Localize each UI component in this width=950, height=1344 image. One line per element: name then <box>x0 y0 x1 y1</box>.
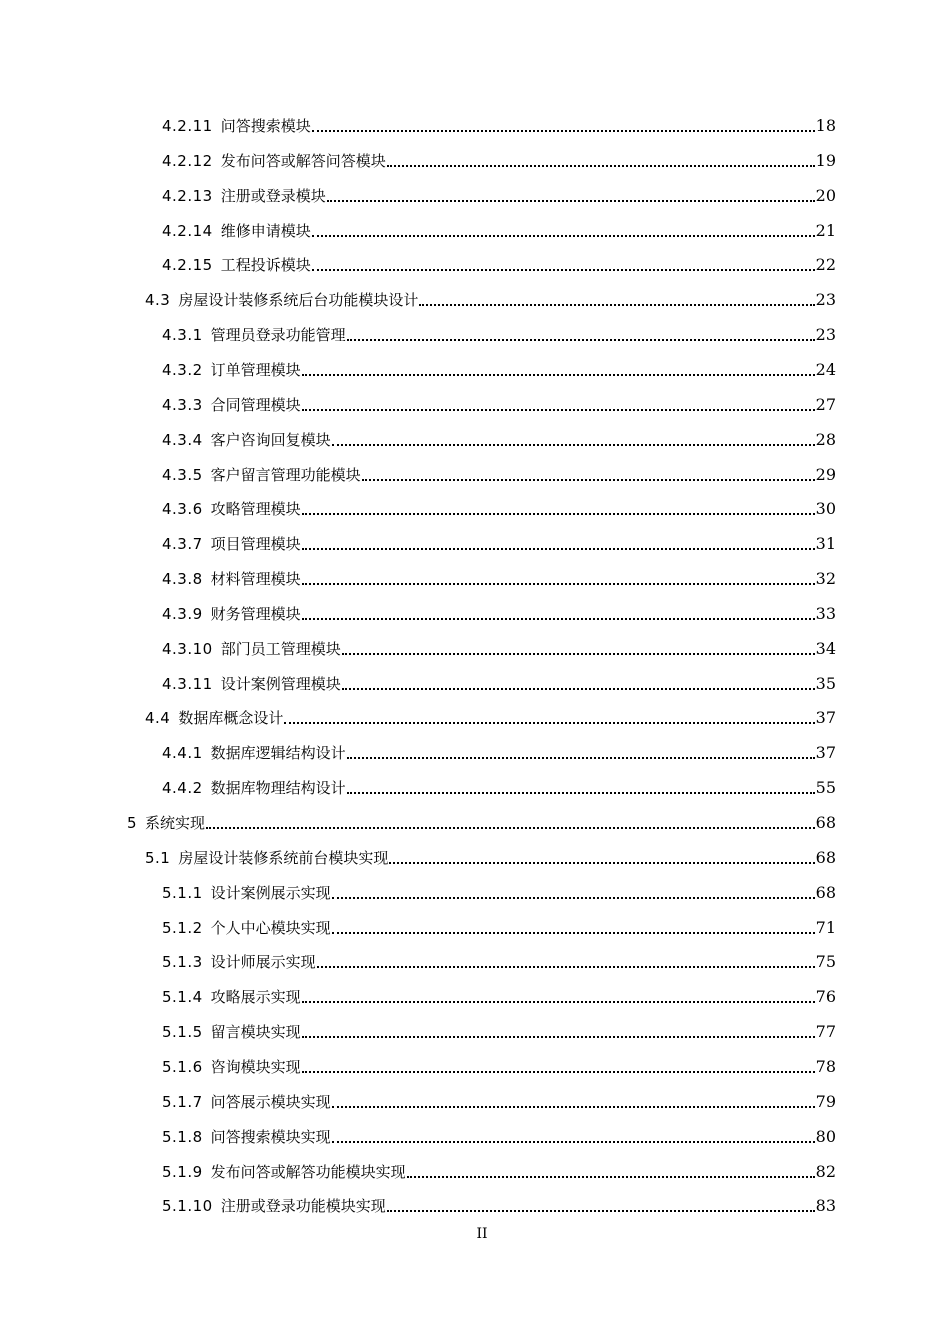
toc-entry[interactable] <box>162 115 836 137</box>
dot-leader <box>302 498 815 520</box>
toc-entry-page: 79 <box>815 1092 836 1111</box>
toc-entry[interactable] <box>162 986 836 1008</box>
toc-entry-page: 27 <box>815 395 836 414</box>
dot-leader <box>312 115 815 137</box>
dot-leader <box>302 1021 815 1043</box>
dot-leader <box>302 359 815 381</box>
toc-entry-page: 77 <box>815 1022 836 1041</box>
toc-entry-number: 4.2.15 <box>162 256 213 274</box>
page-number-footer: II <box>476 1226 488 1242</box>
toc-entry-title: 留言模块实现 <box>210 1023 301 1041</box>
toc-entry-title: 攻略管理模块 <box>210 500 301 518</box>
toc-entry[interactable] <box>162 498 836 520</box>
toc-entry-page: 23 <box>815 325 836 344</box>
toc-entry-number: 5.1.10 <box>162 1197 213 1215</box>
dot-leader <box>347 742 815 764</box>
toc-entry-number: 4.3.3 <box>162 396 203 414</box>
toc-entry-page: 24 <box>815 360 836 379</box>
toc-entry-title: 数据库概念设计 <box>178 709 284 727</box>
dot-leader <box>347 777 815 799</box>
toc-entry[interactable] <box>162 394 836 416</box>
toc-entry-page: 23 <box>815 290 836 309</box>
toc-entry-title: 设计案例管理模块 <box>220 675 341 693</box>
toc-entry[interactable] <box>145 707 836 729</box>
toc-entry[interactable] <box>127 812 836 834</box>
dot-leader <box>302 568 815 590</box>
toc-entry-number: 5.1.9 <box>162 1163 203 1181</box>
toc-entry-number: 5.1.2 <box>162 919 203 937</box>
toc-entry-title: 设计师展示实现 <box>210 953 316 971</box>
toc-entry-title: 客户留言管理功能模块 <box>210 466 361 484</box>
toc-entry-number: 4.4.2 <box>162 779 203 797</box>
toc-entry-number: 4.2.11 <box>162 117 213 135</box>
toc-entry-number: 4.3.2 <box>162 361 203 379</box>
toc-entry-page: 78 <box>815 1057 836 1076</box>
dot-leader <box>332 1091 815 1113</box>
toc-entry-page: 33 <box>815 604 836 623</box>
toc-entry-number: 5.1.6 <box>162 1058 203 1076</box>
toc-entry-title: 注册或登录模块 <box>220 187 326 205</box>
dot-leader <box>332 429 815 451</box>
toc-entry[interactable] <box>162 150 836 172</box>
dot-leader <box>317 951 815 973</box>
toc-entry[interactable] <box>162 533 836 555</box>
toc-entry-title: 问答展示模块实现 <box>210 1093 331 1111</box>
toc-entry[interactable] <box>162 1021 836 1043</box>
toc-entry-page: 34 <box>815 639 836 658</box>
toc-entry-number: 5.1 <box>145 849 171 867</box>
toc-entry-page: 82 <box>815 1162 836 1181</box>
dot-leader <box>362 464 815 486</box>
toc-entry-number: 5.1.4 <box>162 988 203 1006</box>
toc-entry-number: 4.4.1 <box>162 744 203 762</box>
toc-entry-number: 4.3.11 <box>162 675 213 693</box>
toc-entry[interactable] <box>162 603 836 625</box>
toc-entry[interactable] <box>162 324 836 346</box>
dot-leader <box>312 220 815 242</box>
toc-entry-title: 房屋设计装修系统前台模块实现 <box>178 849 389 867</box>
toc-entry-title: 工程投诉模块 <box>220 256 311 274</box>
toc-entry-number: 4.3.7 <box>162 535 203 553</box>
toc-entry-title: 合同管理模块 <box>210 396 301 414</box>
toc-entry-page: 83 <box>815 1196 836 1215</box>
dot-leader <box>332 917 815 939</box>
toc-entry[interactable] <box>162 464 836 486</box>
toc-entry[interactable] <box>162 568 836 590</box>
dot-leader <box>332 882 815 904</box>
toc-entry[interactable] <box>162 1091 836 1113</box>
toc-entry-page: 30 <box>815 499 836 518</box>
toc-entry-title: 项目管理模块 <box>210 535 301 553</box>
toc-entry-page: 18 <box>815 116 836 135</box>
toc-entry-title: 攻略展示实现 <box>210 988 301 1006</box>
toc-entry-number: 5.1.5 <box>162 1023 203 1041</box>
toc-entry[interactable] <box>162 1056 836 1078</box>
toc-entry[interactable] <box>162 254 836 276</box>
toc-entry-page: 55 <box>815 778 836 797</box>
toc-entry-title: 发布问答或解答问答模块 <box>220 152 386 170</box>
toc-entry-number: 4.3.9 <box>162 605 203 623</box>
toc-entry-number: 4.3.10 <box>162 640 213 658</box>
toc-entry-page: 68 <box>815 848 836 867</box>
toc-entry-title: 财务管理模块 <box>210 605 301 623</box>
toc-entry-page: 71 <box>815 918 836 937</box>
toc-entry-title: 个人中心模块实现 <box>210 919 331 937</box>
toc-entry-page: 37 <box>815 708 836 727</box>
dot-leader <box>327 185 815 207</box>
toc-entry-page: 21 <box>815 221 836 240</box>
toc-entry[interactable] <box>162 777 836 799</box>
toc-entry-page: 37 <box>815 743 836 762</box>
toc-entry[interactable] <box>162 742 836 764</box>
toc-entry-number: 5.1.8 <box>162 1128 203 1146</box>
toc-entry-title: 数据库物理结构设计 <box>210 779 346 797</box>
toc-entry-title: 客户咨询回复模块 <box>210 431 331 449</box>
toc-entry[interactable] <box>162 220 836 242</box>
toc-entry-title: 数据库逻辑结构设计 <box>210 744 346 762</box>
toc-entry-number: 4.3 <box>145 291 171 309</box>
dot-leader <box>389 847 814 869</box>
toc-entry-number: 4.2.12 <box>162 152 213 170</box>
toc-entry-title: 材料管理模块 <box>210 570 301 588</box>
toc-entry-number: 5.1.3 <box>162 953 203 971</box>
toc-entry-title: 房屋设计装修系统后台功能模块设计 <box>178 291 419 309</box>
toc-entry[interactable] <box>162 917 836 939</box>
dot-leader <box>302 603 815 625</box>
toc-entry-number: 4.2.13 <box>162 187 213 205</box>
toc-entry-page: 68 <box>815 813 836 832</box>
dot-leader <box>312 254 815 276</box>
toc-entry-title: 咨询模块实现 <box>210 1058 301 1076</box>
toc-entry-title: 部门员工管理模块 <box>220 640 341 658</box>
dot-leader <box>419 289 814 311</box>
toc-entry-title: 问答搜索模块 <box>220 117 311 135</box>
dot-leader <box>302 394 815 416</box>
toc-entry[interactable] <box>162 1126 836 1148</box>
toc-entry[interactable] <box>162 638 836 660</box>
dot-leader <box>332 1126 815 1148</box>
toc-entry-page: 20 <box>815 186 836 205</box>
toc-entry-page: 29 <box>815 465 836 484</box>
dot-leader <box>347 324 815 346</box>
dot-leader <box>387 1195 815 1217</box>
toc-entry[interactable] <box>162 185 836 207</box>
toc-entry-page: 32 <box>815 569 836 588</box>
toc-entry-title: 维修申请模块 <box>220 222 311 240</box>
toc-entry-number: 4.4 <box>145 709 171 727</box>
toc-entry-page: 22 <box>815 255 836 274</box>
toc-entry-title: 注册或登录功能模块实现 <box>220 1197 386 1215</box>
toc-entry[interactable] <box>145 289 836 311</box>
toc-entry[interactable] <box>145 847 836 869</box>
toc-entry-number: 4.3.8 <box>162 570 203 588</box>
toc-entry[interactable] <box>162 673 836 695</box>
toc-entry-number: 4.3.6 <box>162 500 203 518</box>
toc-entry-number: 5.1.7 <box>162 1093 203 1111</box>
toc-entry-page: 35 <box>815 674 836 693</box>
toc-entry-page: 68 <box>815 883 836 902</box>
toc-entry-page: 28 <box>815 430 836 449</box>
toc-entry-title: 设计案例展示实现 <box>210 884 331 902</box>
dot-leader <box>302 986 815 1008</box>
toc-entry-title: 管理员登录功能管理 <box>210 326 346 344</box>
dot-leader <box>387 150 815 172</box>
toc-entry-title: 发布问答或解答功能模块实现 <box>210 1163 406 1181</box>
toc-entry-title: 问答搜索模块实现 <box>210 1128 331 1146</box>
toc-entry-page: 76 <box>815 987 836 1006</box>
toc-entry-number: 5 <box>127 814 138 832</box>
toc-entry[interactable] <box>162 951 836 973</box>
toc-entry-page: 19 <box>815 151 836 170</box>
toc-entry-number: 4.3.4 <box>162 431 203 449</box>
toc-entry-page: 75 <box>815 952 836 971</box>
toc-entry-page: 80 <box>815 1127 836 1146</box>
dot-leader <box>302 1056 815 1078</box>
toc-entry-number: 4.3.1 <box>162 326 203 344</box>
dot-leader <box>407 1161 815 1183</box>
toc-entry-title: 订单管理模块 <box>210 361 301 379</box>
toc-entry-title: 系统实现 <box>145 814 206 832</box>
toc-entry-page: 31 <box>815 534 836 553</box>
toc-entry[interactable] <box>162 1195 836 1217</box>
toc-entry[interactable] <box>162 359 836 381</box>
dot-leader <box>284 707 814 729</box>
toc-entry-number: 5.1.1 <box>162 884 203 902</box>
dot-leader <box>342 673 815 695</box>
toc-entry-number: 4.3.5 <box>162 466 203 484</box>
toc-entry-number: 4.2.14 <box>162 222 213 240</box>
toc-entry[interactable] <box>162 1161 836 1183</box>
dot-leader <box>342 638 815 660</box>
toc-entry[interactable] <box>162 882 836 904</box>
dot-leader <box>206 812 815 834</box>
dot-leader <box>302 533 815 555</box>
toc-entry[interactable] <box>162 429 836 451</box>
